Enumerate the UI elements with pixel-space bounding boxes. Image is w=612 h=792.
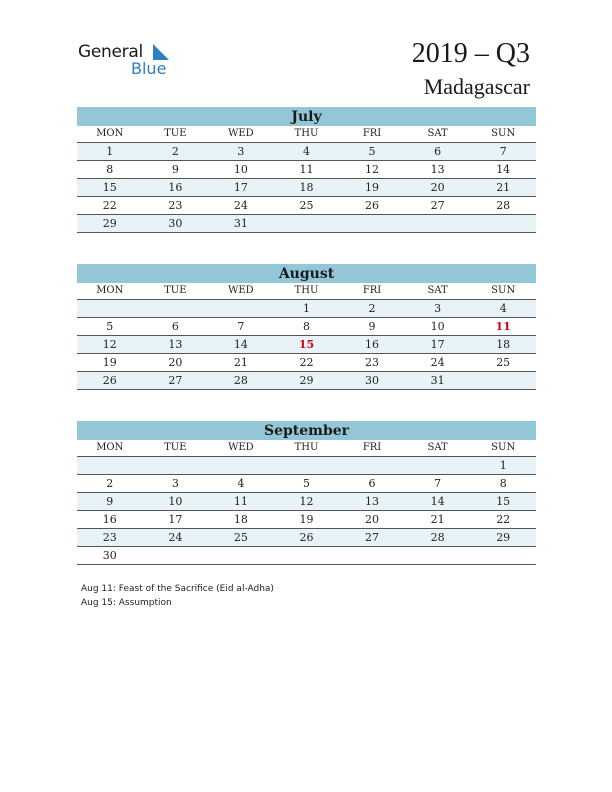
day-cell: 9 bbox=[339, 318, 405, 336]
week-row bbox=[77, 511, 536, 529]
day-cell: 17 bbox=[208, 179, 274, 197]
month-september bbox=[77, 421, 536, 565]
weekday-header-row bbox=[77, 440, 536, 457]
day-cell: 27 bbox=[143, 372, 209, 390]
day-cell: 4 bbox=[470, 300, 536, 318]
general-blue-logo bbox=[78, 40, 188, 80]
day-cell: 7 bbox=[405, 475, 471, 493]
week-row bbox=[77, 354, 536, 372]
day-cell bbox=[274, 457, 340, 475]
day-cell: 15 bbox=[470, 493, 536, 511]
day-cell bbox=[405, 215, 471, 233]
week-row bbox=[77, 529, 536, 547]
day-cell: 3 bbox=[143, 475, 209, 493]
day-cell: 13 bbox=[143, 336, 209, 354]
week-row bbox=[77, 143, 536, 161]
day-cell bbox=[405, 547, 471, 565]
weekday-label: TUE bbox=[143, 126, 209, 143]
day-cell: 30 bbox=[77, 547, 143, 565]
logo-text-general: General bbox=[78, 42, 143, 62]
day-cell: 25 bbox=[274, 197, 340, 215]
weekday-label: TUE bbox=[143, 283, 209, 300]
weekday-label: WED bbox=[208, 126, 274, 143]
day-cell: 13 bbox=[405, 161, 471, 179]
day-cell: 6 bbox=[405, 143, 471, 161]
weekday-label: FRI bbox=[339, 126, 405, 143]
day-cell: 16 bbox=[143, 179, 209, 197]
day-cell: 11 bbox=[470, 318, 536, 336]
weekday-label: FRI bbox=[339, 440, 405, 457]
day-cell: 10 bbox=[143, 493, 209, 511]
day-cell: 2 bbox=[77, 475, 143, 493]
day-cell: 12 bbox=[339, 161, 405, 179]
day-cell: 20 bbox=[143, 354, 209, 372]
holiday-note: Aug 11: Feast of the Sacrifice (Eid al-Adha) bbox=[81, 584, 274, 594]
month-title: September bbox=[77, 421, 536, 440]
day-cell: 8 bbox=[77, 161, 143, 179]
day-cell: 24 bbox=[208, 197, 274, 215]
week-row bbox=[77, 161, 536, 179]
day-cell: 16 bbox=[339, 336, 405, 354]
day-cell: 7 bbox=[208, 318, 274, 336]
day-cell bbox=[470, 547, 536, 565]
day-cell: 15 bbox=[274, 336, 340, 354]
day-cell: 6 bbox=[339, 475, 405, 493]
day-cell: 3 bbox=[405, 300, 471, 318]
day-cell: 5 bbox=[339, 143, 405, 161]
day-cell: 26 bbox=[77, 372, 143, 390]
day-cell: 18 bbox=[208, 511, 274, 529]
day-cell bbox=[274, 547, 340, 565]
day-cell: 26 bbox=[274, 529, 340, 547]
day-cell bbox=[143, 300, 209, 318]
day-cell: 18 bbox=[274, 179, 340, 197]
weekday-label: WED bbox=[208, 283, 274, 300]
week-row bbox=[77, 493, 536, 511]
week-row bbox=[77, 179, 536, 197]
day-cell: 25 bbox=[208, 529, 274, 547]
day-cell: 5 bbox=[274, 475, 340, 493]
day-cell: 28 bbox=[405, 529, 471, 547]
day-cell: 29 bbox=[274, 372, 340, 390]
day-cell: 7 bbox=[470, 143, 536, 161]
day-cell: 10 bbox=[405, 318, 471, 336]
holiday-note: Aug 15: Assumption bbox=[81, 598, 172, 608]
day-cell bbox=[470, 215, 536, 233]
day-cell: 12 bbox=[77, 336, 143, 354]
day-cell: 4 bbox=[208, 475, 274, 493]
quarter-title: 2019 – Q3 bbox=[411, 38, 530, 69]
week-row bbox=[77, 336, 536, 354]
day-cell: 29 bbox=[77, 215, 143, 233]
weekday-label: MON bbox=[77, 283, 143, 300]
day-cell: 5 bbox=[77, 318, 143, 336]
day-cell bbox=[77, 300, 143, 318]
day-cell: 24 bbox=[405, 354, 471, 372]
day-cell: 25 bbox=[470, 354, 536, 372]
day-cell: 11 bbox=[274, 161, 340, 179]
holiday-notes bbox=[81, 582, 274, 610]
day-cell: 18 bbox=[470, 336, 536, 354]
day-cell bbox=[339, 547, 405, 565]
day-cell: 30 bbox=[143, 215, 209, 233]
week-row bbox=[77, 197, 536, 215]
week-row bbox=[77, 475, 536, 493]
day-cell: 31 bbox=[208, 215, 274, 233]
day-cell: 3 bbox=[208, 143, 274, 161]
day-cell: 17 bbox=[143, 511, 209, 529]
day-cell: 6 bbox=[143, 318, 209, 336]
day-cell: 20 bbox=[405, 179, 471, 197]
weekday-label: SUN bbox=[470, 126, 536, 143]
day-cell: 4 bbox=[274, 143, 340, 161]
day-cell: 14 bbox=[470, 161, 536, 179]
weekday-label: TUE bbox=[143, 440, 209, 457]
day-cell: 11 bbox=[208, 493, 274, 511]
weekday-label: MON bbox=[77, 440, 143, 457]
day-cell bbox=[143, 457, 209, 475]
week-row bbox=[77, 215, 536, 233]
day-cell: 20 bbox=[339, 511, 405, 529]
day-cell: 16 bbox=[77, 511, 143, 529]
month-august bbox=[77, 264, 536, 390]
weekday-label: MON bbox=[77, 126, 143, 143]
day-cell: 1 bbox=[77, 143, 143, 161]
day-cell: 8 bbox=[274, 318, 340, 336]
day-cell: 2 bbox=[339, 300, 405, 318]
day-cell: 21 bbox=[470, 179, 536, 197]
day-cell: 26 bbox=[339, 197, 405, 215]
day-cell bbox=[208, 300, 274, 318]
day-cell: 15 bbox=[77, 179, 143, 197]
day-cell: 9 bbox=[143, 161, 209, 179]
day-cell: 30 bbox=[339, 372, 405, 390]
day-cell: 27 bbox=[339, 529, 405, 547]
day-cell bbox=[339, 457, 405, 475]
day-cell: 23 bbox=[143, 197, 209, 215]
day-cell bbox=[143, 547, 209, 565]
day-cell bbox=[405, 457, 471, 475]
weekday-label: WED bbox=[208, 440, 274, 457]
weekday-label: THU bbox=[274, 283, 340, 300]
weekday-label: THU bbox=[274, 126, 340, 143]
day-cell: 22 bbox=[77, 197, 143, 215]
week-row bbox=[77, 372, 536, 390]
country-title: Madagascar bbox=[423, 74, 530, 99]
day-cell: 13 bbox=[339, 493, 405, 511]
weekday-label: SAT bbox=[405, 283, 471, 300]
day-cell: 21 bbox=[208, 354, 274, 372]
week-row bbox=[77, 318, 536, 336]
day-cell: 1 bbox=[274, 300, 340, 318]
week-row bbox=[77, 457, 536, 475]
day-cell: 28 bbox=[470, 197, 536, 215]
day-cell: 19 bbox=[77, 354, 143, 372]
page-title bbox=[412, 38, 530, 101]
day-cell: 17 bbox=[405, 336, 471, 354]
day-cell bbox=[274, 215, 340, 233]
day-cell: 10 bbox=[208, 161, 274, 179]
day-cell bbox=[208, 547, 274, 565]
day-cell: 31 bbox=[405, 372, 471, 390]
month-grid bbox=[77, 440, 536, 565]
month-grid bbox=[77, 283, 536, 390]
weekday-header-row bbox=[77, 126, 536, 143]
logo-text-blue: Blue bbox=[131, 59, 167, 78]
weekday-label: THU bbox=[274, 440, 340, 457]
day-cell: 22 bbox=[274, 354, 340, 372]
week-row bbox=[77, 300, 536, 318]
weekday-label: SUN bbox=[470, 440, 536, 457]
day-cell: 1 bbox=[470, 457, 536, 475]
day-cell: 27 bbox=[405, 197, 471, 215]
day-cell: 28 bbox=[208, 372, 274, 390]
month-title: August bbox=[77, 264, 536, 283]
day-cell: 29 bbox=[470, 529, 536, 547]
day-cell: 2 bbox=[143, 143, 209, 161]
week-row bbox=[77, 547, 536, 565]
day-cell: 19 bbox=[339, 179, 405, 197]
day-cell: 14 bbox=[405, 493, 471, 511]
day-cell: 22 bbox=[470, 511, 536, 529]
day-cell: 9 bbox=[77, 493, 143, 511]
day-cell: 12 bbox=[274, 493, 340, 511]
day-cell bbox=[470, 372, 536, 390]
weekday-header-row bbox=[77, 283, 536, 300]
weekday-label: SAT bbox=[405, 440, 471, 457]
month-title: July bbox=[77, 107, 536, 126]
day-cell: 23 bbox=[77, 529, 143, 547]
month-grid bbox=[77, 126, 536, 233]
day-cell: 14 bbox=[208, 336, 274, 354]
day-cell bbox=[339, 215, 405, 233]
day-cell: 21 bbox=[405, 511, 471, 529]
day-cell bbox=[77, 457, 143, 475]
day-cell bbox=[208, 457, 274, 475]
weekday-label: SAT bbox=[405, 126, 471, 143]
weekday-label: FRI bbox=[339, 283, 405, 300]
day-cell: 8 bbox=[470, 475, 536, 493]
weekday-label: SUN bbox=[470, 283, 536, 300]
day-cell: 19 bbox=[274, 511, 340, 529]
day-cell: 23 bbox=[339, 354, 405, 372]
day-cell: 24 bbox=[143, 529, 209, 547]
month-july bbox=[77, 107, 536, 233]
